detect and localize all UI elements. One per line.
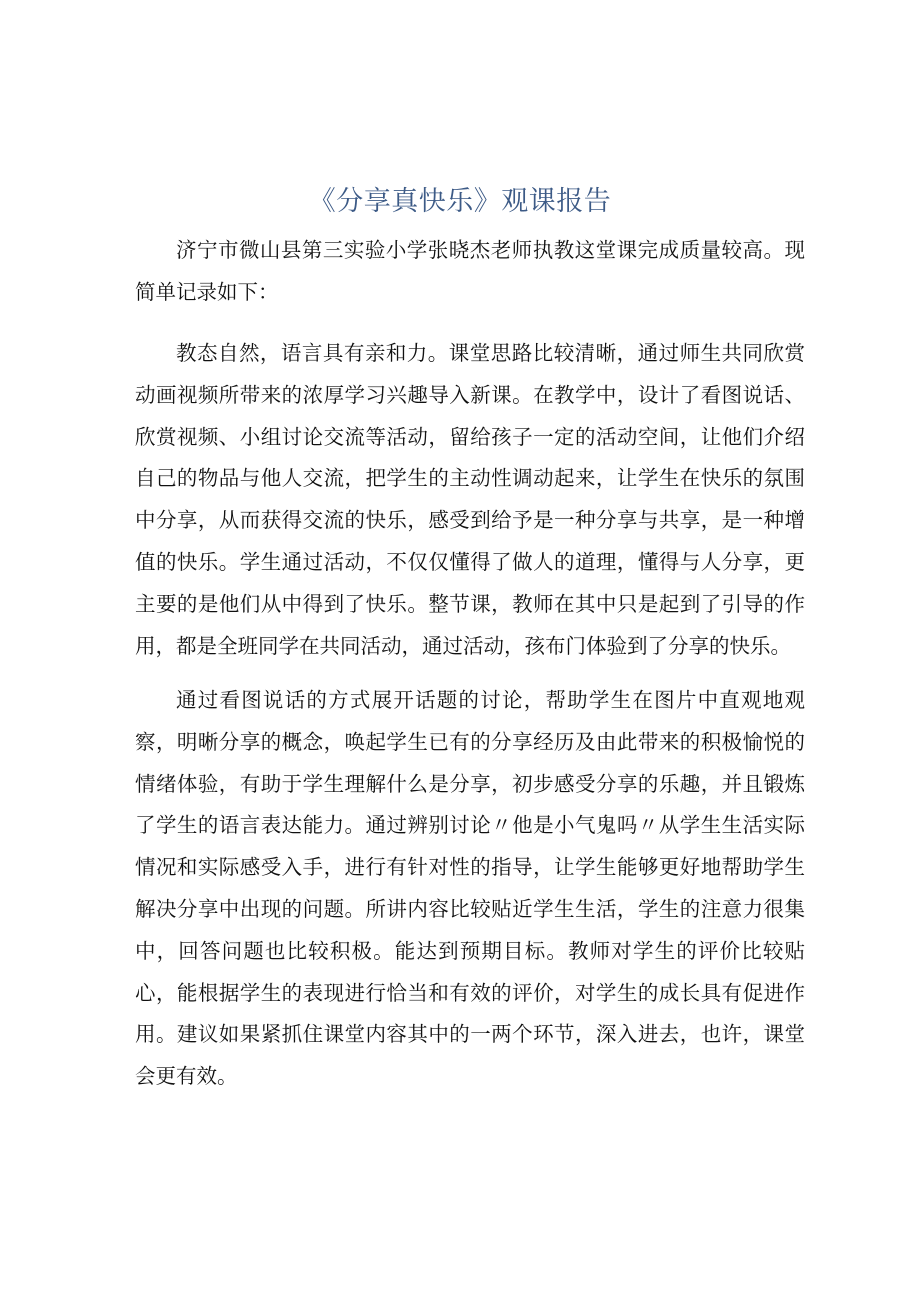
paragraph-discussion-method: 通过看图说话的方式展开话题的讨论，帮助学生在图片中直观地观察，明晰分享的概念，唤起学生已有的分享经历及由此带来的积极愉悦的情绪体验，有助于学生理解什么是分享，初步感受分享的乐趣，并且锻炼了学生的语言表达能力。通过辨别讨论〃他是小气鬼吗〃从学生生活实际情况和实际感受入手，进行有针对性的指导，让学生能够更好地帮助学生解决分享中出现的问题。所讲内容比较贴近学生生活，学生的注意力很集中，回答问题也比较积极。能达到预期目标。教师对学生的评价比较贴心，能根据学生的表现进行恰当和有效的评价，对学生的成长具有促进作用。建议如果紧抓住课堂内容其中的一两个环节，深入进去，也许，课堂会更有效。 [135,688,805,1089]
page-title: 《分享真快乐》观课报告 [308,186,612,217]
paragraph-teaching-style: 教态自然，语言具有亲和力。课堂思路比较清晰，通过师生共同欣赏动画视频所带来的浓厚学习兴趣导入新课。在教学中，设计了看图说话、欣赏视频、小组讨论交流等活动，留给孩子一定的活动空间，让他们介绍自己的物品与他人交流，把学生的主动性调动起来，让学生在快乐的氛围中分享，从而获得交流的快乐，感受到给予是一种分享与共享，是一种增值的快乐。学生通过活动，不仅仅懂得了做人的道理，懂得与人分享，更主要的是他们从中得到了快乐。整节课，教师在其中只是起到了引导的作用，都是全班同学在共同活动，通过活动，孩布门体验到了分享的快乐。 [135,341,805,658]
paragraph-intro: 济宁市微山县第三实验小学张晓杰老师执教这堂课完成质量较高。现简单记录如下： [135,238,805,304]
